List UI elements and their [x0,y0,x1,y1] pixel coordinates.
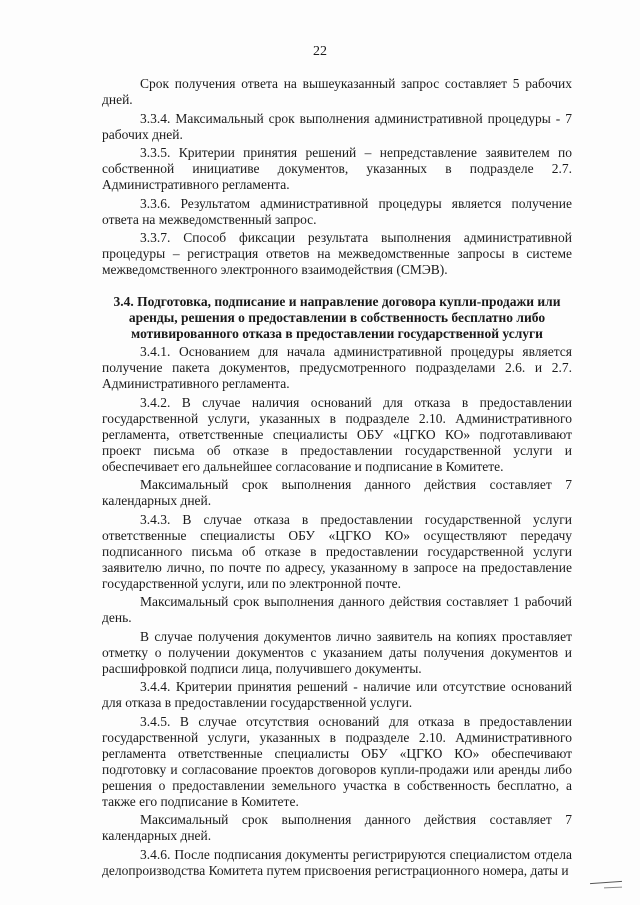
paragraph: 3.3.6. Результатом административной процедуры является получение ответа на межведомственный запрос. [102,195,572,227]
scan-mark [590,881,622,884]
paragraph: 3.4.3. В случае отказа в предоставлении государственной услуги ответственные специалисты ОБУ «ЦГКО КО» осуществляют передачу подписанного письма об отказе в предоставлении государственной услуги заявителю лично, по почте по адресу, указанному в запросе на предоставление государственной услуги, или по электронной почте. [102,511,572,591]
paragraph: 3.4.2. В случае наличия оснований для отказа в предоставлении государственной услуги, указанных в подразделе 2.10. Административного регламента, ответственные специалисты ОБУ «ЦГКО КО» подготавливают проект письма об отказе в предоставлении государственной услуги и обеспечивает его дальнейшее согласование и подписание в Комитете. [102,394,572,474]
paragraph: 3.3.7. Способ фиксации результата выполнения административной процедуры – регистрация ответов на межведомственные запросы в системе межведомственного электронного взаимодействия (СМЭВ). [102,230,572,277]
scan-mark [604,887,622,889]
paragraph: Срок получения ответа на вышеуказанный запрос составляет 5 рабочих дней. [102,76,572,107]
paragraph: В случае получения документов лично заявитель на копиях проставляет отметку о получении документов с указанием даты получения документов и расшифровкой подписи лица, получившего документы. [102,628,572,676]
page-number: 22 [313,44,327,59]
document-body [102,76,572,881]
paragraph: Максимальный срок выполнения данного действия составляет 7 календарных дней. [102,812,572,843]
paragraph: 3.3.5. Критерии принятия решений – непредставление заявителем по собственной инициативе документов, указанных в подразделе 2.7. Административного регламента. [102,145,572,192]
paragraph: 3.4.4. Критерии принятия решений - наличие или отсутствие оснований для отказа в предоставлении государственной услуги. [102,679,572,710]
paragraph: Максимальный срок выполнения данного действия составляет 7 календарных дней. [102,477,572,508]
paragraph: 3.4.1. Основанием для начала административной процедуры является получение пакета документов, предусмотренного подразделами 2.6. и 2.7. Административного регламента. [102,344,572,391]
paragraph: 3.4.6. После подписания документы регистрируются специалистом отдела делопроизводства Комитета путем присвоения регистрационного номера, даты и [102,846,572,878]
section-heading: 3.4. Подготовка, подписание и направление договора купли-продажи или аренды, решения о предоставлении в собственность бесплатно либо мотивированного отказа в предоставлении государственной услуги [113,294,561,341]
paragraph: 3.3.4. Максимальный срок выполнения административной процедуры - 7 рабочих дней. [102,110,572,142]
paragraph: 3.4.5. В случае отсутствия оснований для отказа в предоставлении государственной услуги, указанных в подразделе 2.10. Административного регламента ответственные специалисты ОБУ «ЦГКО КО» обеспечивают подготовку и согласование проектов договоров купли-продажи или аренды либо решения о предоставлении земельного участка в собственность бесплатно, а также его подписание в Комитете. [102,713,572,809]
paragraph: Максимальный срок выполнения данного действия составляет 1 рабочий день. [102,594,572,625]
